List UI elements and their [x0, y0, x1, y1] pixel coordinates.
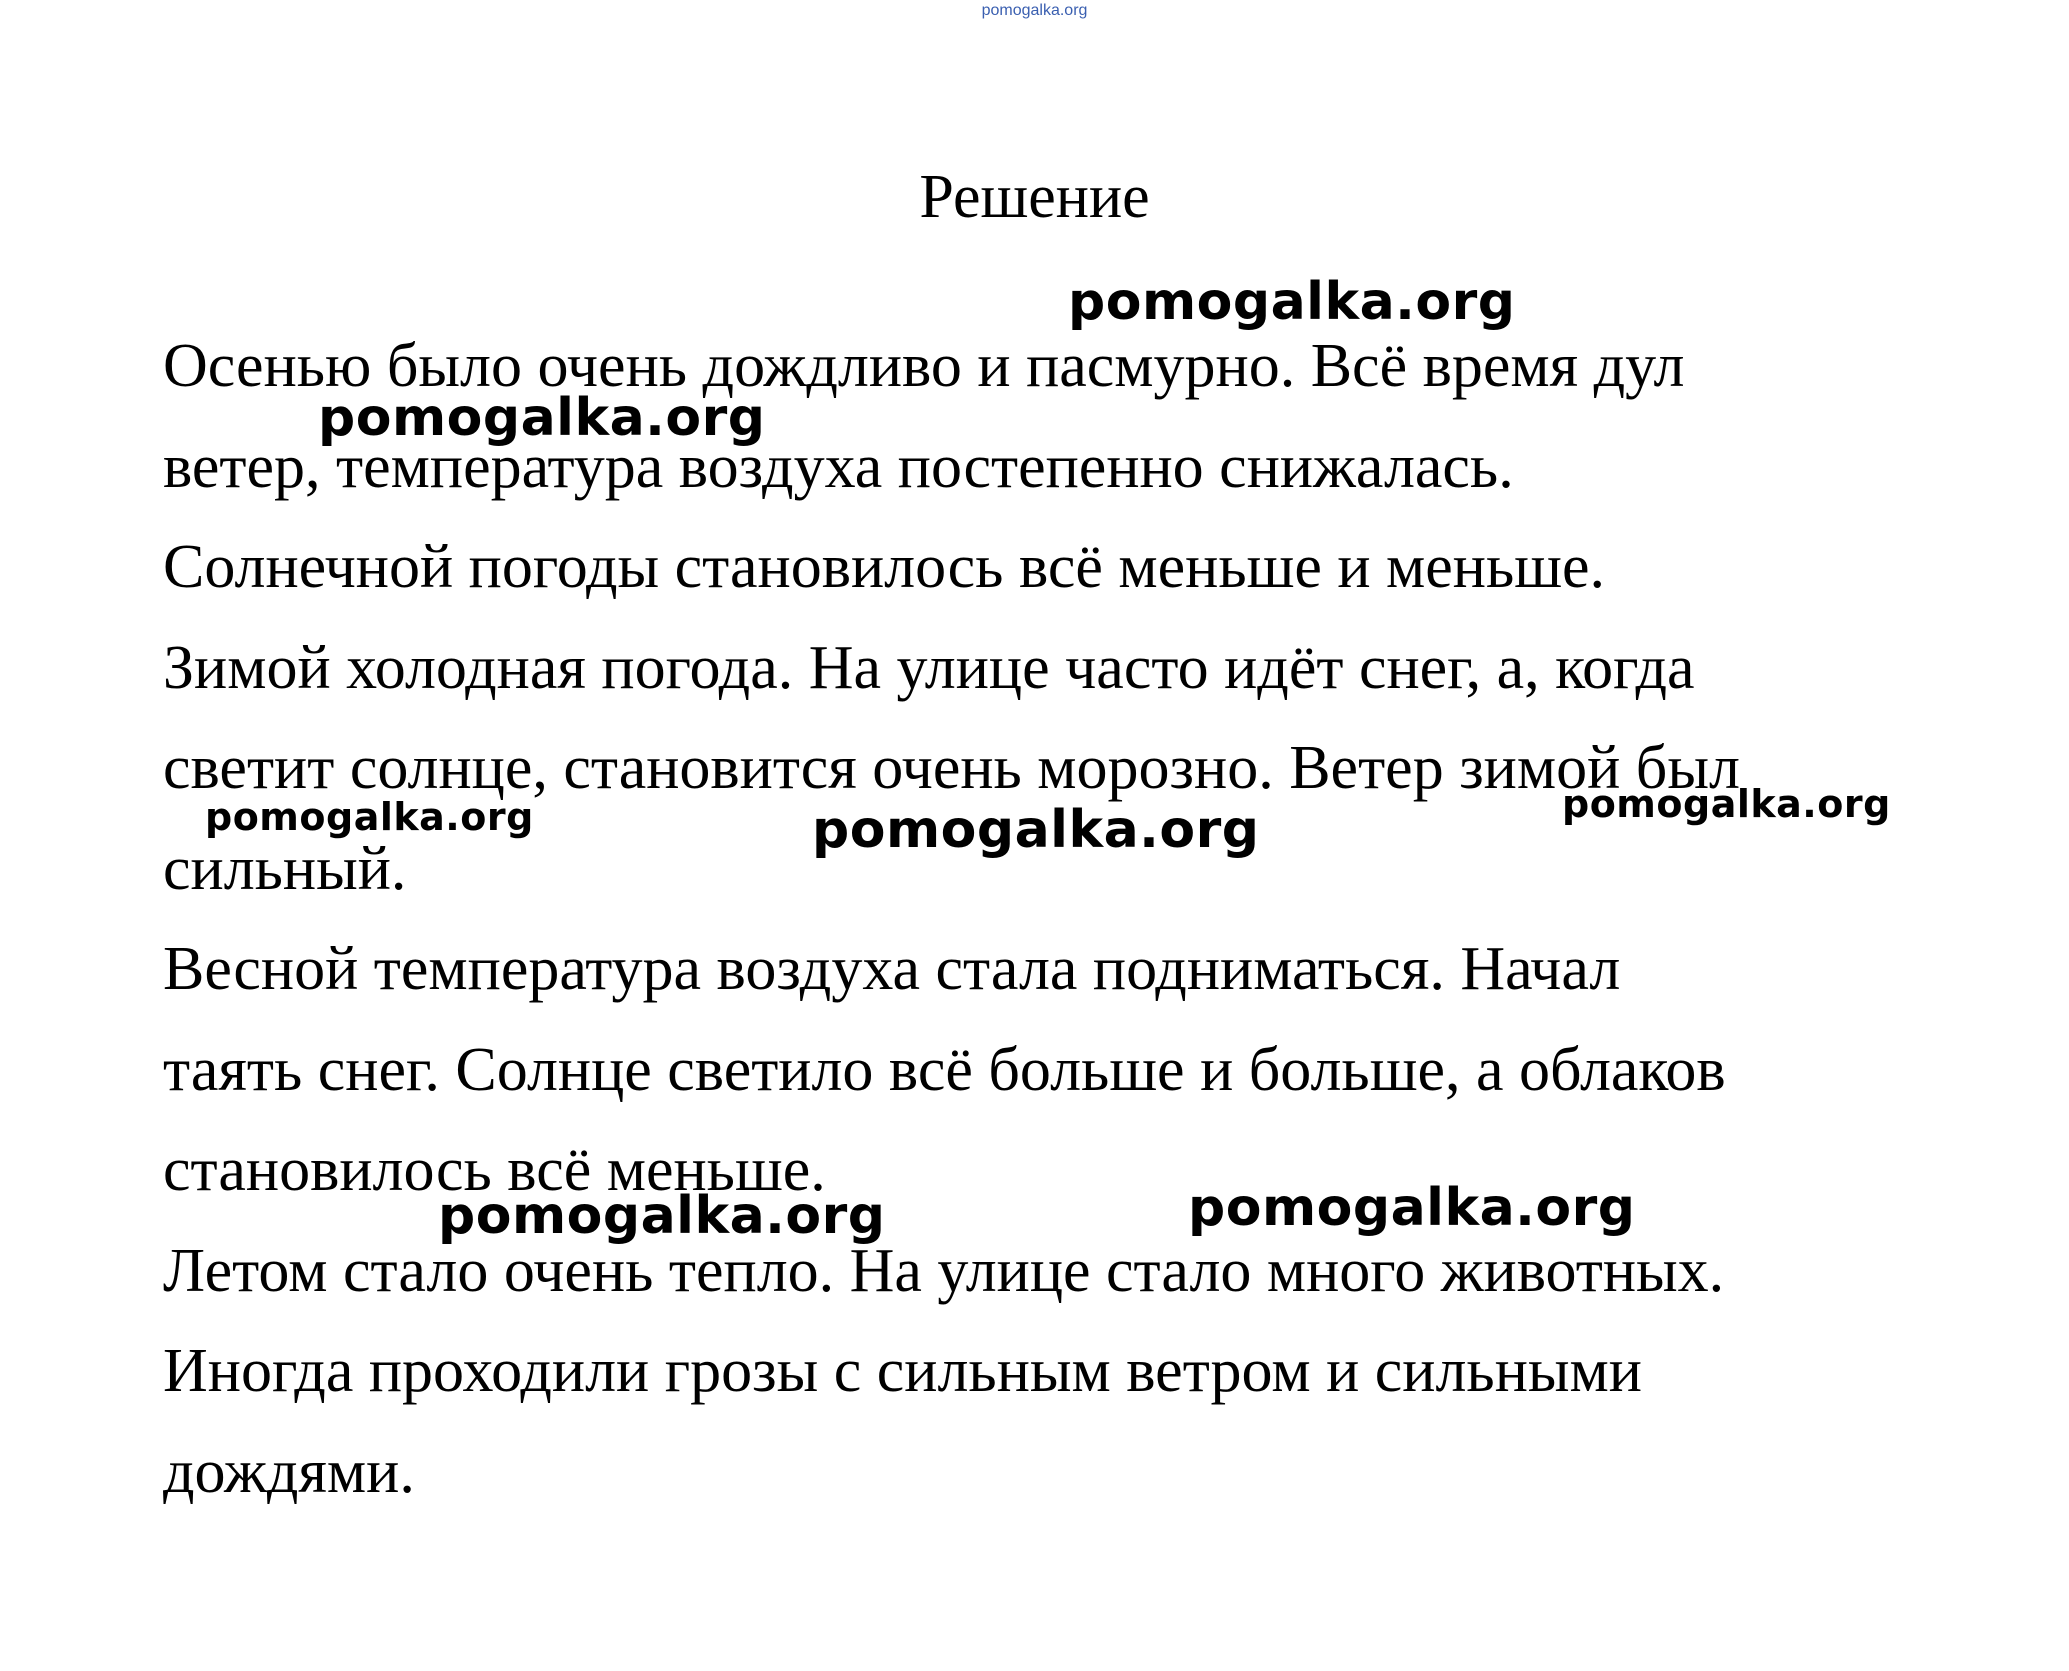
- text-line: Летом стало очень тепло. На улице стало много животных.: [163, 1236, 1725, 1305]
- source-link[interactable]: pomogalka.org: [981, 2, 1088, 19]
- text-line: Весной температура воздуха стала подниматься. Начал: [163, 935, 1621, 1003]
- text-line: Осенью было очень дождливо и пасмурно. Всё время дул: [163, 332, 1685, 400]
- text-line: Зимой холодная погода. На улице часто идёт снег, а, когда: [163, 633, 1695, 702]
- text-line: Солнечной погоды становилось всё меньше и меньше.: [163, 533, 1606, 601]
- text-line: становилось всё меньше.: [163, 1136, 826, 1204]
- watermark: pomogalka.org: [205, 795, 534, 839]
- watermark: pomogalka.org: [1068, 272, 1516, 332]
- text-line: светит солнце, становится очень морозно. Ветер зимой был: [163, 734, 1740, 802]
- watermark: pomogalka.org: [1188, 1178, 1636, 1238]
- text-line: дождями.: [163, 1437, 415, 1506]
- watermark: pomogalka.org: [438, 1186, 886, 1246]
- text-line: Иногда проходили грозы с сильным ветром и сильными: [163, 1337, 1642, 1405]
- watermark: pomogalka.org: [318, 388, 766, 448]
- text-line: ветер, температура воздуха постепенно снижалась.: [163, 432, 1514, 501]
- text-line: таять снег. Солнце светило всё больше и больше, а облаков: [163, 1035, 1726, 1104]
- solution-text: [163, 316, 1923, 1522]
- page-title: Решение: [919, 163, 1150, 231]
- text-line: сильный.: [163, 834, 407, 903]
- watermark: pomogalka.org: [812, 800, 1260, 860]
- watermark: pomogalka.org: [1562, 782, 1891, 826]
